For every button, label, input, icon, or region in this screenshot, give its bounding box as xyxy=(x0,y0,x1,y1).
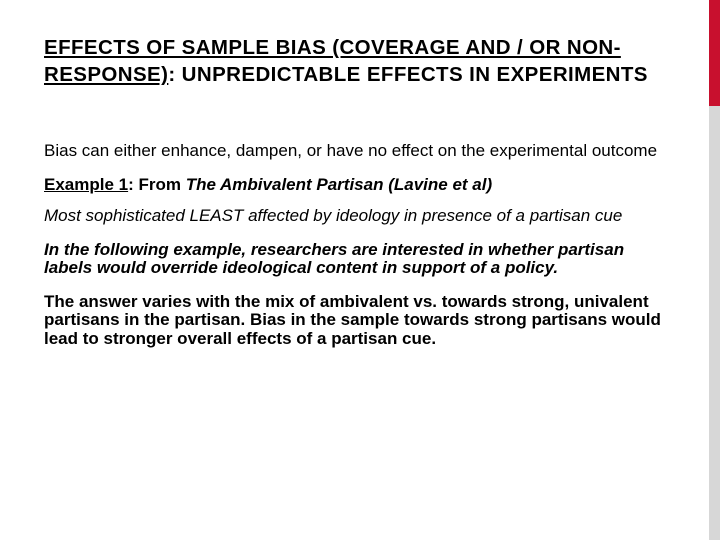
title-underlined-part: EFFECTS OF SAMPLE BIAS (COVERAGE AND / OR NON-RESPONSE) xyxy=(44,36,621,86)
side-rule xyxy=(709,106,720,540)
accent-bar xyxy=(709,0,720,106)
paragraph-sophisticated: Most sophisticated LEAST affected by ideology in presence of a partisan cue xyxy=(44,206,623,225)
example-source-title: The Ambivalent Partisan (Lavine et al) xyxy=(185,174,493,194)
paragraph-answer: The answer varies with the mix of ambivalent vs. towards strong, univalent partisans in the partisan. Bias in the sample towards strong partisans would lead to stronger overall effects of a partisan cue. xyxy=(44,291,661,348)
paragraph-bias-effect: Bias can either enhance, dampen, or have no effect on the experimental outcome xyxy=(44,141,658,160)
paragraph-following-example: In the following example, researchers are interested in whether partisan labels would override ideological content in support of a policy. xyxy=(44,239,625,277)
title-rest-part: : UNPREDICTABLE EFFECTS IN EXPERIMENTS xyxy=(168,63,648,86)
slide-title xyxy=(44,34,684,88)
slide-body xyxy=(44,142,664,363)
paragraph-example xyxy=(44,176,664,195)
example-label: Example 1 xyxy=(44,174,129,194)
example-prefix: : From xyxy=(128,174,186,194)
